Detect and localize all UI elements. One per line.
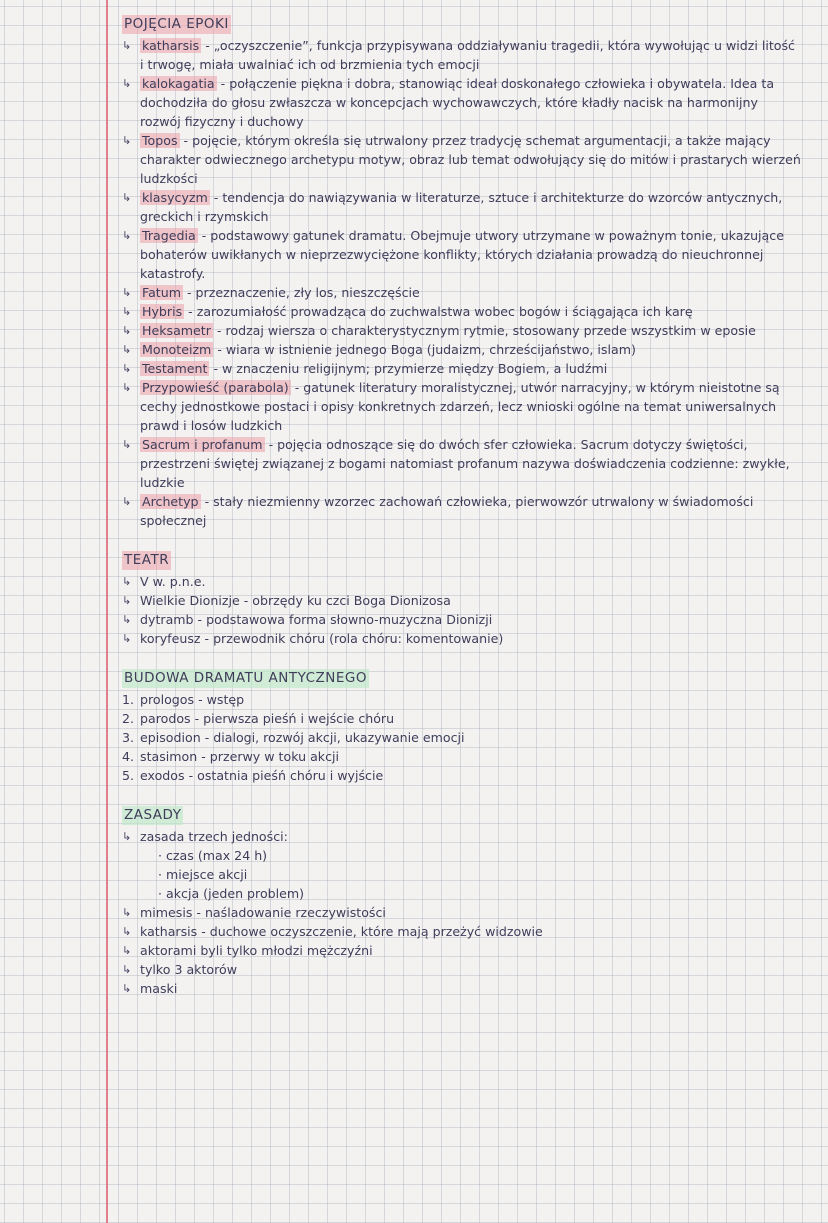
item-number: 1. bbox=[122, 692, 135, 707]
teatr-item bbox=[122, 610, 802, 629]
budowa-text: prologos - wstęp bbox=[136, 692, 245, 707]
arrow-icon: ↳ bbox=[122, 191, 132, 204]
term-item bbox=[122, 188, 802, 226]
zasady-text: mimesis - naśladowanie rzeczywistości bbox=[140, 905, 386, 920]
teatr-text: Wielkie Dionizje - obrzędy ku czci Boga Dionizosa bbox=[140, 593, 451, 608]
term-item bbox=[122, 492, 802, 530]
budowa-text: parodos - pierwsza pieśń i wejście chóru bbox=[136, 711, 395, 726]
arrow-icon: ↳ bbox=[122, 343, 132, 356]
arrow-icon: ↳ bbox=[122, 305, 132, 318]
term-definition: - zarozumiałość prowadząca do zuchwalstwa wobec bogów i ściągająca ich karę bbox=[184, 304, 693, 319]
section-pojecia bbox=[122, 14, 802, 530]
zasady-text: tylko 3 aktorów bbox=[140, 962, 238, 977]
term-name: katharsis bbox=[142, 38, 200, 53]
term-item bbox=[122, 74, 802, 131]
zasady-item bbox=[122, 903, 802, 922]
term-definition: - podstawowy gatunek dramatu. Obejmuje utwory utrzymane w poważnym tonie, ukazujące bohaterów uwikłanych w nieprzezwyciężone konflikty, których działania prowadzą do nieuchronnej katastrofy. bbox=[140, 228, 784, 281]
budowa-text: stasimon - przerwy w toku akcji bbox=[136, 749, 340, 764]
arrow-icon: ↳ bbox=[122, 944, 132, 957]
arrow-icon: ↳ bbox=[122, 925, 132, 938]
budowa-text: episodion - dialogi, rozwój akcji, ukazywanie emocji bbox=[136, 730, 465, 745]
zasady-item bbox=[122, 979, 802, 998]
zasady-sub-item: · akcja (jeden problem) bbox=[158, 886, 305, 901]
term-definition: - w znaczeniu religijnym; przymierze między Bogiem, a ludźmi bbox=[209, 361, 608, 376]
term-definition: - tendencja do nawiązywania w literaturze, sztuce i architekturze do wzorców antycznych, greckich i rzymskich bbox=[140, 190, 783, 224]
item-number: 3. bbox=[122, 730, 135, 745]
zasady-item bbox=[122, 941, 802, 960]
term-name: Archetyp bbox=[142, 494, 199, 509]
term-name: Heksametr bbox=[142, 323, 211, 338]
budowa-text: exodos - ostatnia pieśń chóru i wyjście bbox=[136, 768, 384, 783]
zasady-intro-item bbox=[122, 827, 802, 846]
term-definition: - przeznaczenie, zły los, nieszczęście bbox=[183, 285, 420, 300]
zasady-item bbox=[122, 922, 802, 941]
heading-budowa: BUDOWA DRAMATU ANTYCZNEGO bbox=[124, 670, 367, 686]
arrow-icon: ↳ bbox=[122, 324, 132, 337]
section-budowa bbox=[122, 668, 802, 785]
arrow-icon: ↳ bbox=[122, 77, 132, 90]
heading-pojecia: POJĘCIA EPOKI bbox=[124, 16, 229, 32]
notes-content bbox=[122, 14, 802, 1018]
term-definition: - stały niezmienny wzorzec zachowań człowieka, pierwowzór utrwalony w świadomości społecznej bbox=[140, 494, 754, 528]
term-name: Przypowieść (parabola) bbox=[142, 380, 289, 395]
teatr-list bbox=[122, 572, 802, 648]
zasady-sub-item: · miejsce akcji bbox=[158, 867, 248, 882]
item-number: 5. bbox=[122, 768, 135, 783]
teatr-text: dytramb - podstawowa forma słowno-muzyczna Dionizji bbox=[140, 612, 493, 627]
teatr-item bbox=[122, 572, 802, 591]
term-definition: - pojęcie, którym określa się utrwalony przez tradycję schemat argumentacji, a także mający charakter odwiecznego archetypu motyw, obraz lub temat odwołujący się do mitów i prastarych wierzeń ludzkości bbox=[140, 133, 801, 186]
teatr-item bbox=[122, 591, 802, 610]
zasady-sub-item: · czas (max 24 h) bbox=[158, 848, 268, 863]
pojecia-list bbox=[122, 36, 802, 530]
term-name: Sacrum i profanum bbox=[142, 437, 263, 452]
term-name: klasycyzm bbox=[142, 190, 208, 205]
term-item bbox=[122, 302, 802, 321]
arrow-icon: ↳ bbox=[122, 632, 132, 645]
red-margin-line bbox=[106, 0, 108, 1223]
arrow-icon: ↳ bbox=[122, 362, 132, 375]
arrow-icon: ↳ bbox=[122, 982, 132, 995]
arrow-icon: ↳ bbox=[122, 613, 132, 626]
term-item bbox=[122, 378, 802, 435]
arrow-icon: ↳ bbox=[122, 575, 132, 588]
term-definition: - rodzaj wiersza o charakterystycznym rytmie, stosowany przede wszystkim w eposie bbox=[212, 323, 756, 338]
arrow-icon: ↳ bbox=[122, 381, 132, 394]
term-name: Hybris bbox=[142, 304, 183, 319]
heading-zasady: ZASADY bbox=[124, 807, 182, 823]
item-number: 2. bbox=[122, 711, 135, 726]
term-item bbox=[122, 435, 802, 492]
teatr-item bbox=[122, 629, 802, 648]
section-teatr bbox=[122, 550, 802, 648]
arrow-icon: ↳ bbox=[122, 229, 132, 242]
budowa-item bbox=[122, 690, 802, 709]
zasady-intro: zasada trzech jedności: bbox=[140, 829, 288, 844]
zasady-text: maski bbox=[140, 981, 178, 996]
term-name: Topos bbox=[142, 133, 178, 148]
term-name: Fatum bbox=[142, 285, 181, 300]
term-item bbox=[122, 226, 802, 283]
arrow-icon: ↳ bbox=[122, 495, 132, 508]
budowa-item bbox=[122, 747, 802, 766]
arrow-icon: ↳ bbox=[122, 906, 132, 919]
zasady-list bbox=[122, 903, 802, 998]
arrow-icon: ↳ bbox=[122, 39, 132, 52]
term-item bbox=[122, 283, 802, 302]
term-definition: - wiara w istnienie jednego Boga (judaizm, chrześcijaństwo, islam) bbox=[213, 342, 636, 357]
arrow-icon: ↳ bbox=[122, 438, 132, 451]
zasady-sub-list bbox=[122, 846, 802, 903]
term-name: kalokagatia bbox=[142, 76, 215, 91]
zasady-text: aktorami byli tylko młodzi mężczyźni bbox=[140, 943, 373, 958]
term-item bbox=[122, 131, 802, 188]
budowa-list bbox=[122, 690, 802, 785]
section-zasady bbox=[122, 805, 802, 998]
term-item bbox=[122, 321, 802, 340]
teatr-text: V w. p.n.e. bbox=[140, 574, 206, 589]
arrow-icon: ↳ bbox=[122, 134, 132, 147]
zasady-text: katharsis - duchowe oczyszczenie, które mają przeżyć widzowie bbox=[140, 924, 543, 939]
teatr-text: koryfeusz - przewodnik chóru (rola chóru: komentowanie) bbox=[140, 631, 504, 646]
item-number: 4. bbox=[122, 749, 135, 764]
term-name: Testament bbox=[142, 361, 208, 376]
term-item bbox=[122, 36, 802, 74]
arrow-icon: ↳ bbox=[122, 594, 132, 607]
budowa-item bbox=[122, 709, 802, 728]
term-definition: - gatunek literatury moralistycznej, utwór narracyjny, w którym nieistotne są cechy jednostkowe postaci i opisy konkretnych zdarzeń, lecz wnioski ogólne na temat uniwersalnych prawd i losów ludzkich bbox=[140, 380, 780, 433]
term-definition: - pojęcia odnoszące się do dwóch sfer człowieka. Sacrum dotyczy świętości, przestrzeni świętej związanej z bogami natomiast profanum nazywa doświadczenia codzienne: zwykłe, ludzkie bbox=[140, 437, 790, 490]
budowa-item bbox=[122, 728, 802, 747]
heading-teatr: TEATR bbox=[124, 552, 170, 568]
term-name: Tragedia bbox=[142, 228, 196, 243]
zasady-item bbox=[122, 960, 802, 979]
term-definition: - „oczyszczenie”, funkcja przypisywana oddziaływaniu tragedii, która wywołując u widzi litość i trwogę, miała uwalniać ich od brzmienia tych emocji bbox=[140, 38, 795, 72]
term-item bbox=[122, 359, 802, 378]
term-item bbox=[122, 340, 802, 359]
term-name: Monoteizm bbox=[142, 342, 212, 357]
term-definition: - połączenie piękna i dobra, stanowiąc ideał doskonałego człowieka i obywatela. Idea ta dochodziła do głosu zwłaszcza w koncepcjach wychowawczych, które kładły nacisk na harmonijny rozwój fizyczny i duchowy bbox=[140, 76, 775, 129]
arrow-icon: ↳ bbox=[122, 963, 132, 976]
arrow-icon: ↳ bbox=[122, 830, 132, 843]
budowa-item bbox=[122, 766, 802, 785]
arrow-icon: ↳ bbox=[122, 286, 132, 299]
